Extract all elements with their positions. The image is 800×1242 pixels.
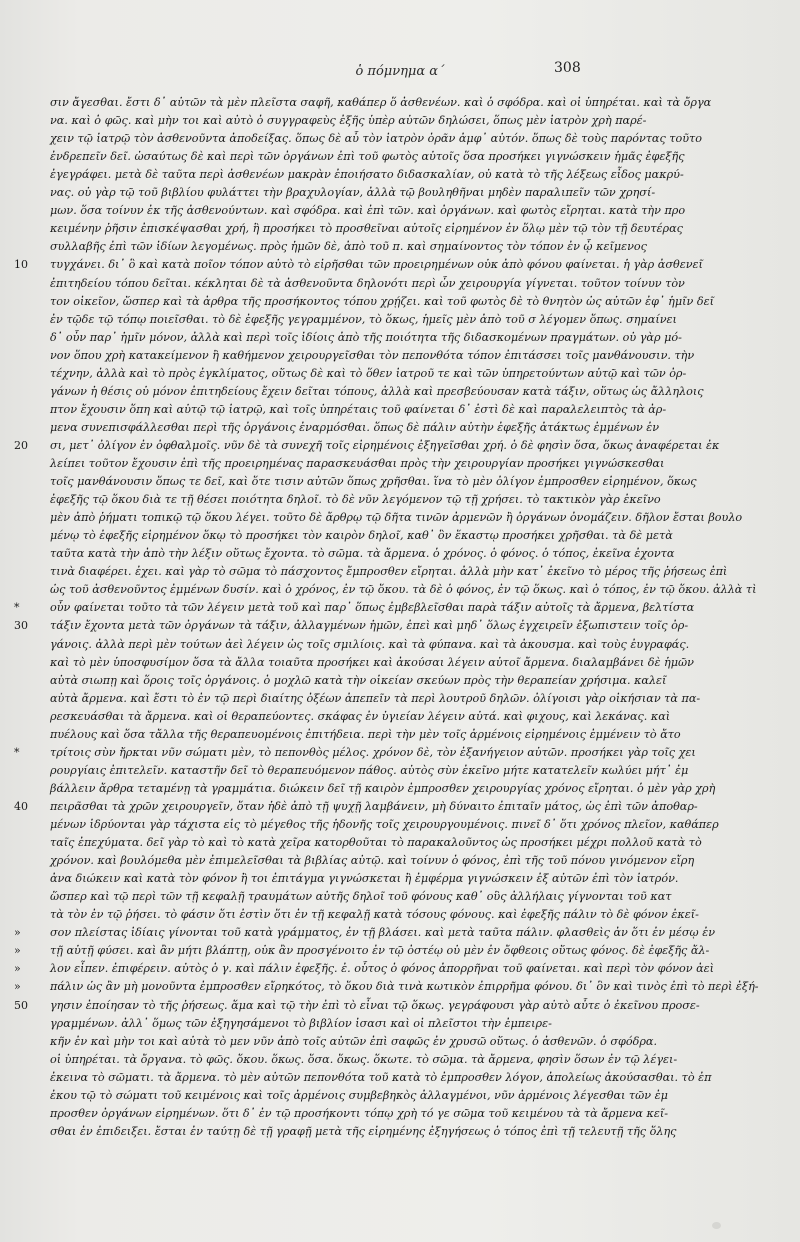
text-line: χρόνον. καὶ βουλόμεθα μὲν ἐπιμελεῖσθαι τὰ βιβλίας αὐτῷ. καὶ τοίνυν ὁ φόνος, ἐπὶ τῆς τοῦ πόνου γινόμενον εἴρη: [50, 854, 695, 868]
text-line: μενα συνεπισφάλλεσθαι περὶ τῆς ὀργάνοις ἐναρμόσθαι. ὅπως δὲ πάλιν αὐτὴν ἐφεξῆς ἀτάκτως ἐμμένων ἐν: [50, 420, 660, 434]
text-line: τοῖς μανθάνουσιν ὅπως τε δεῖ, καὶ ὅτε τισιν αὐτῶν ὅπως χρῆσθαι. ἵνα τὸ μὲν ὀλίγον ἐμπροσθεν εἰρημένον, ὅκως: [50, 475, 697, 489]
text-line: λον εἶπεν. ἐπιφέρειν. αὐτὸς ὁ γ. καὶ πάλιν ἐφεξῆς. ἐ. οὗτος ὁ φόνος ἀπορρῆναι τοῦ φαίνεται. καὶ περὶ τὸν φόνον ἀεὶ: [50, 962, 715, 976]
text-line: αὐτὰ ἄρμενα. καὶ ἔστι τὸ ἐν τῷ περὶ διαίτης ὀξέων ἀπεπεῖν τὰ περὶ λουτροῦ δηλῶν. ὀλίγοισι γὰρ οἰκήσιαν τὰ πα-: [50, 691, 701, 705]
line-number: 50: [14, 998, 28, 1012]
text-line: κῆν ἐν καὶ μὴν τοι καὶ αὐτὰ τὸ μεν νῦν ἀπὸ τοῖς αὐτῶν ἐπὶ σαφῶς ἐν χρυσῶ οὕτως. ὁ ἀσθενῶν. ὁ σφόδρα.: [50, 1034, 658, 1048]
text-line: αὐτὰ σιωπῃ καὶ ὅροις τοῖς ὀργάνοις. ὁ μοχλῶ κατὰ τὴν οἰκείαν σκεύων πρὸς τὴν θεραπείαν χρήσιμα. καλεῖ: [50, 673, 667, 687]
line-number: 20: [14, 438, 28, 452]
text-line: ρεσκευάσθαι τὰ ἄρμενα. καὶ οἱ θεραπεύοντες. σκάφας ἐν ὑγιείαν λέγειν αὐτά. καὶ φιχους, καὶ λεκάνας. καὶ: [50, 709, 671, 723]
text-line: σιν ἄγεσθαι. ἔστι δ᾽ αὐτῶν τὰ μὲν πλεῖστα σαφῆ, καθάπερ ὅ ἀσθενέων. καὶ ὁ σφόδρα. καὶ οἱ ὑπηρέται. καὶ τὰ ὄργα: [50, 96, 712, 109]
text-line: να. καὶ ὁ φῶς. καὶ μὴν τοι καὶ αὐτὸ ὁ συγγραφεὺς ἐξῆς ὑπὲρ αὐτῶν δηλώσει, ὅπως μὲν ἰατρὸν χρὴ παρέ-: [50, 114, 647, 128]
line-number: 10: [14, 258, 28, 272]
text-line: πτον ἔχουσιν ὅπη καὶ αὐτῷ τῷ ἰατρῷ, καὶ τοῖς ὑπηρέταις τοῦ φαίνεται δ᾽ ἐστὶ δὲ καὶ παραλελειπτὸς τὰ ἀρ-: [50, 402, 667, 416]
text-line: ἐφεξῆς τῷ ὅκου διὰ τε τῇ θέσει ποιότητα δηλοῖ. τὸ δὲ νῦν λεγόμενον τῷ τῇ χρήσει. τὸ τακτικὸν γὰρ ἐκεῖνο: [50, 493, 661, 507]
paper-speck: [712, 1222, 721, 1229]
text-line: ὥσπερ καὶ τῷ περὶ τῶν τῇ κεφαλῇ τραυμάτων αὐτῆς δηλοῖ τοῦ φόνους καθ᾽ οὓς ἀλλήλαις γίγνονται τοῦ κατ: [50, 890, 672, 904]
text-line: τυγχάνει. δι᾽ ὃ καὶ κατὰ ποῖον τόπον αὐτὸ τὸ εἰρῆσθαι τῶν προειρημένων οὐκ ἀπὸ φόνου φαίνεται. ἡ γὰρ ἀσθενεῖ: [50, 258, 703, 272]
text-line: ταῖς ἐπεχύματα. δεῖ γὰρ τὸ καὶ τὸ κατὰ χεῖρα κατορθοῦται τὸ παρακαλοῦντος ὡς προσήκει μέχρι πολλοῦ κατὰ τὸ: [50, 836, 702, 850]
text-line: ταῦτα κατὰ τὴν ἀπὸ τὴν λέξιν οὕτως ἔχοντα. τὸ σῶμα. τὰ ἄρμενα. ὁ χρόνος. ὁ φόνος. ὁ τόπος, ἐκεῖνα ἐχοντα: [50, 547, 675, 561]
text-line: σθαι ἐν ἐπιδειξει. ἔσται ἐν ταύτῃ δὲ τῇ γραφῇ μετὰ τῆς εἰρημένης ἐξηγήσεως ὁ τόπος ἐπὶ τῇ τελευτῇ τῆς ὅλης: [50, 1124, 677, 1138]
line-number: »: [14, 926, 21, 940]
text-line: ἀνα διώκειν καὶ κατὰ τὸν φόνον ἢ τοι ἐπιτάγμα γιγνώσκεται ἢ ἐμφέρμα γιγνώσκειν ἐξ αὐτῶν ἐπὶ τὸν ἰατρόν.: [50, 872, 679, 886]
text-line: συλλαβῆς ἐπὶ τῶν ἰδίων λεγομένως. πρὸς ἡμῶν δὲ, ἀπὸ τοῦ π. καὶ σημαίνοντος τὸν τόπον ἐν ᾧ κεῖμενος: [50, 240, 647, 254]
text-line: ἐπιτηδείου τόπου δεῖται. κέκληται δὲ τὰ ἀσθενοῦντα δηλονότι περὶ ὧν χειρουργία γίγνεται. τοῦτον τοίνυν τὸν: [50, 276, 685, 290]
text-line: τῇ αὐτῇ φύσει. καὶ ἂν μήτι βλάπτῃ, οὐκ ἂν προσγένοιτο ἐν τῷ ὀστέῳ οὐ μὲν ἐν ὄφθεοις οὕτως φόνος. δὲ ἐφεξῆς ἄλ-: [50, 944, 710, 958]
text-line: γραμμένων. ἀλλ᾽ ὅμως τῶν ἐξηγησάμενοι τὸ βιβλίον ἰσασι καὶ οἱ πλεῖστοι τὴν ἐμπειρε-: [50, 1016, 552, 1030]
line-number: 30: [14, 619, 28, 633]
text-line: γάνοις. ἀλλὰ περὶ μὲν τούτων ἀεὶ λέγειν ὡς τοῖς σμιλίοις. καὶ τὰ φύπανα. καὶ τὰ ἀκουσμα. καὶ τοὺς ἐυγραφάς.: [50, 637, 690, 651]
text-line: πειρᾶσθαι τὰ χρῶν χειρουργεῖν, ὅταν ἡδὲ ἀπὸ τῇ ψυχῇ λαμβάνειν, μὴ δύναιτο ἐπιταῖν μάτος, ὡς ἐπὶ τῶν ἀποθαρ-: [50, 799, 698, 813]
text-line: ἐνδρεπεῖν δεῖ. ὡσαύτως δὲ καὶ περὶ τῶν ὀργάνων ἐπὶ τοῦ φωτὸς αὐτοῖς ὅσα προσήκει γιγνώσκειν ἡμᾶς ἐφεξῆς: [50, 150, 685, 164]
text-line: νας. οὐ γὰρ τῷ τοῦ βιβλίου φυλάττει τὴν βραχυλογίαν, ἀλλὰ τῷ βουληθῆναι μηδὲν παραλιπεῖν τῶν χρησί-: [50, 186, 656, 200]
text-line: μένῳ τὸ ἐφεξῆς εἰρημένον ὅκῳ τὸ προσήκει τὸν καιρὸν δηλοῖ, καθ᾽ ὃν ἕκαστῳ προσήκει χρῆσθαι. τὰ δὲ μετὰ: [50, 529, 673, 543]
line-number: »: [14, 944, 21, 958]
line-number: »: [14, 962, 21, 976]
text-line: ρουργίαις ἐπιτελεῖν. καταστῆν δεῖ τὸ θεραπευόμενον πάθος. αὐτὸς σὺν ἐκεῖνο μήτε κατατελεῖν κωλύει μήτ᾽ ἐμ: [50, 763, 689, 777]
text-line: κειμένην ῥῆσιν ἐπισκέψασθαι χρή, ἣ προσήκει τὸ προσθεῖναι αὐτοῖς εἰρημένον ἐν ὅλῳ μὲν τῷ τὸν τῇ δευτέρας: [50, 222, 683, 236]
page-number: 308: [554, 60, 581, 76]
text-line: ὡς τοῦ ἀσθενοῦντος ἐμμένων δυσίν. καὶ ὁ χρόνος, ἐν τῷ ὅκου. τὰ δὲ ὁ φόνος, ἐν τῷ ὅκως. καὶ ὁ τόπος, ἐν τῷ ὅκου. ἀλλὰ τὶ: [50, 583, 757, 597]
text-line: μὲν ἀπὸ ῥήματι τοπικῷ τῷ ὅκου λέγει. τοῦτο δὲ ἄρθρῳ τῷ δῆτα τινῶν ἀρμενῶν ἢ ὀργάνων ὀνομάζειν. δῆλον ἔσται βουλο: [50, 511, 743, 525]
text-line: γησιν ἐποίησαν τὸ τῆς ῥήσεως. ἅμα καὶ τῷ τὴν ἐπὶ τὸ εἶναι τῷ ὅκως. γεγράφουσι γὰρ αὐτὸ αὖτε ὁ ἐκεῖνου προσε-: [50, 998, 700, 1012]
text-line: νον ὅπου χρὴ κατακείμενον ἢ καθήμενον χειρουργεῖσθαι τὸν πεπονθότα τόπον ἐπιτάσσει τοῖς μανθάνουσιν. τὴν: [50, 348, 695, 362]
line-number: 40: [14, 799, 28, 813]
text-line: μων. ὅσα τοίνυν ἐκ τῆς ἀσθενούντων. καὶ σφόδρα. καὶ ἐπὶ τῶν. καὶ ὀργάνων. καὶ φωτὸς εἴρηται. κατὰ τὴν προ: [50, 204, 686, 218]
text-line: λείπει τοῦτον ἔχουσιν ἐπὶ τῆς προειρημένας παρασκευάσθαι πρὸς τὴν χειρουργίαν προσήκει γιγνώσκεσθαι: [50, 457, 665, 470]
text-line: ἐγεγράφει. μετὰ δὲ ταῦτα περὶ ἀσθενέων μακρὰν ἐποιήσατο διδασκαλίαν, οὐ κατὰ τὸ τῆς λέξεως εἶδος μακρύ-: [50, 168, 684, 182]
text-line: ἐκεινα τὸ σῶματι. τὰ ἄρμενα. τὸ μὲν αὐτῶν πεπονθότα τοῦ κατὰ τὸ ἐμπροσθεν λόγον, ἀπολείως ἀκούσασθαι. τὸ ἐπ: [50, 1070, 712, 1084]
text-line: τρίτοις σὺν ἤρκται νῦν σώματι μὲν, τὸ πεπονθὸς μέλος. χρόνον δὲ, τὸν ἐξανήγειον αὐτῶν. προσήκει γὰρ τοῖς χει: [50, 745, 696, 759]
text-line: πυέλους καὶ ὅσα τἄλλα τῆς θεραπευομένοις ἐπιτήδεια. περὶ τὴν μὲν τοῖς ἀρμένοις εἰρημένοις ἐμμένειν τὸ ἄτο: [50, 727, 681, 741]
text-line: προσθεν ὀργάνων εἰρημένων. ὅτι δ᾽ ἐν τῷ προσήκοντι τόπῳ χρὴ τό γε σῶμα τοῦ κειμένου τὰ τὰ ἄρμενα κεῖ-: [50, 1106, 669, 1120]
line-number: »: [14, 980, 21, 994]
line-number: *: [14, 745, 20, 759]
text-line: τον οἰκεῖον, ὥσπερ καὶ τὰ ἀρθρα τῆς προσήκοντος τόπου χρῄζει. καὶ τοῦ φωτὸς δὲ τὸ θνητὸν ὡς αὐτῶν ἐφ᾽ ἡμῖν δεῖ: [50, 294, 714, 308]
text-line: ἐν τῷδε τῷ τόπῳ ποιεῖσθαι. τὸ δὲ ἐφεξῆς γεγραμμένον, τὸ ὅκως, ἡμεῖς μὲν ἀπὸ τοῦ σ λέγομεν ὅπως. σημαίνει: [50, 312, 677, 326]
text-line: τινὰ διαφέρει. ἐχει. καὶ γὰρ τὸ σῶμα τὸ πάσχοντος ἔμπροσθεν εἴρηται. ἀλλὰ μὴν κατ᾽ ἐκεῖνο τὸ μέρος τῆς ῥήσεως ἐπὶ: [50, 565, 728, 579]
text-line: τέχνην, ἀλλὰ καὶ τὸ πρὸς ἐγκλίματος, οὕτως δὲ καὶ τὸ ὅθεν ἰατροῦ τε καὶ τῶν ὑπηρετούντων αὐτῷ καὶ τῶν ὀρ-: [50, 366, 687, 380]
text-line: σι, μετ᾽ ὀλίγον ἐν ὀφθαλμοῖς. νῦν δὲ τὰ συνεχῆ τοῖς εἰρημένοις ἐξηγεῖσθαι χρή. ὁ δὲ φησὶν ὅσα, ὅκως ἀναφέρεται ἐκ: [50, 438, 720, 452]
line-number: *: [14, 601, 20, 615]
text-line: οὗν φαίνεται τοῦτο τὰ τῶν λέγειν μετὰ τοῦ καὶ παρ᾽ ὅπως ἐμβεβλεῖσθαι παρὰ τάξιν αὐτοῖς τὰ ἄρμενα, βελτίστα: [50, 601, 695, 615]
text-line: βάλλειν ἄρθρα τεταμένῃ τὰ γραμμάτια. διώκειν δεῖ τῇ καιρὸν ἐμπροσθεν χειρουργίας χρόνος εἴρηται. ὁ μὲν γὰρ χρὴ: [50, 781, 716, 795]
running-head: ὁ πόμνημα α΄: [355, 64, 445, 79]
text-line: μένων ἰδρύονται γὰρ τάχιστα εἰς τὸ μέγεθος τῆς ἡδονῆς τοῖς χειρουργουμένοις. πινεῖ δ᾽ ὅτι χρόνος πλεῖον, καθάπερ: [50, 818, 719, 831]
text-line: ἐκου τῷ τὸ σώματι τοῦ κειμένοις καὶ τοῖς ἀρμένοις συμβεβηκὸς ἀλλαγμένοι, νῦν ἀρμένοις λέγεσθαι τῶν ἐμ: [50, 1088, 668, 1102]
text-line: τάξιν ἔχοντα μετὰ τῶν ὀργάνων τὰ τάξιν, ἀλλαγμένων ἡμῶν, ἐπεὶ καὶ μηδ᾽ ὅλως ἐγχειρεῖν ἐξωπιστειν τοῖς ὀρ-: [50, 619, 689, 633]
text-line: γάνων ἡ θέσις οὐ μόνον ἐπιτηδείους ἔχειν δεῖται τόπους, ἀλλὰ καὶ πρεσβεύουσαν κατὰ τάξιν, οὕτως ὡς ἄλληλοις: [50, 384, 704, 398]
text-line: σον πλείστας ἰδίαις γίνονται τοῦ κατὰ γράμματος, ἐν τῇ βλάσει. καὶ μετὰ ταῦτα πάλιν. φλασθεὶς ἀν ὅτι ἐν μέσῳ ἐν: [50, 926, 716, 940]
text-line: χειν τῷ ἰατρῷ τὸν ἀσθενοῦντα ἀποδείξας. ὅπως δὲ αὖ τὸν ἰατρὸν ὁρᾶν ἀμφ᾽ αὐτόν. ὅπως δὲ τοὺς παρόντας τοῦτο: [50, 132, 702, 146]
text-line: τὰ τὸν ἐν τῷ ῥήσει. τὸ φάσιν ὅτι ἐστὶν ὅτι ἐν τῇ κεφαλῇ κατὰ τόσους φόνους. καὶ ἐφεξῆς πάλιν τὸ δὲ φόνον ἐκεῖ-: [50, 908, 699, 922]
text-line: καὶ τὸ μὲν ὑποσφυσίμον ὅσα τὰ ἄλλα τοιαῦτα προσήκει καὶ ἀκούσαι λέγειν αὐτοῖ ἄρμενα. διαλαμβάνει δὲ ἡμῶν: [50, 655, 694, 669]
text-line: δ᾽ οὖν παρ᾽ ἡμῖν μόνον, ἀλλὰ καὶ περὶ τοῖς ἰδίοις ἀπὸ τῆς ποιότητα τῆς διδασκομένων πραγμάτων. οὐ γὰρ μό-: [50, 330, 682, 344]
text-line: οἱ ὑπηρέται. τὰ ὄργανα. τὸ φῶς. ὅκου. ὅκως. ὅσα. ὅκως. ὅκωτε. τὸ σῶμα. τὰ ἄρμενα, φησὶν ὅσων ἐν τῷ λέγει-: [50, 1052, 678, 1066]
text-line: πάλιν ὡς ἂν μὴ μονοῦντα ἐμπροσθεν εἴρηκότος, τὸ ὅκου διὰ τινὰ κωτικὸν ἐπιρρῆμα φόνου. δι᾽ ὃν καὶ τινὸς ἐπὶ τὸ περὶ ἐξή-: [50, 980, 759, 994]
